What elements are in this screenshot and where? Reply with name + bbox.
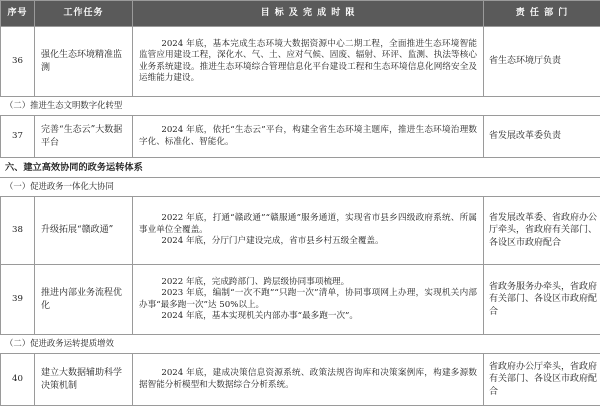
goal-paragraph: 2024 年底，建成决策信息资源系统、政策法规咨询库和决策案例库，构建多源数据智能分析模型和大数据综合分析系统。: [139, 368, 477, 390]
header-dept: 责 任 部 门: [484, 1, 600, 27]
goal-cell: [133, 27, 484, 97]
table-row: [1, 197, 600, 265]
header-num: 序号: [1, 1, 35, 27]
task-name: 强化生态环境精准监测: [35, 27, 133, 97]
department: 省发展改革委、省政府办公厅牵头，省政府有关部门、各设区市政府配合: [484, 197, 600, 265]
section-row: [1, 158, 600, 178]
subsection-heading: （一）促进政务一体化大协同: [1, 178, 600, 197]
goal-paragraph: 2024 年底，分厅门户建设完成，省市县乡村五级全覆盖。: [161, 236, 384, 247]
row-number: 40: [1, 354, 35, 406]
goal-paragraph: 2023 年底，编制“一次不跑”“只跑一次”清单，协同事项网上办理，实现机关内部办事“最多跑一次”达 50%以上。: [139, 288, 477, 310]
goal-cell: [133, 354, 484, 406]
table-row: [1, 116, 600, 158]
goal-cell: [133, 197, 484, 265]
task-name: 完善“生态云”大数据平台: [35, 116, 133, 158]
task-name: 升级拓展“赣政通”: [35, 197, 133, 265]
subsection-heading: （二）促进政务运转提质增效: [1, 335, 600, 354]
goal-cell: [133, 265, 484, 335]
department: 省政府办公厅牵头，省政府有关部门、各设区市政府配合: [484, 354, 600, 406]
goal-paragraph: 2024 年底，基本完成生态环境大数据资源中心二期工程，全面推进生态环境智能监管应用建设工程，深化水、气、土、应对气候、固废、辐射、环评、监测、执法等核心业务系统建设。推进生态环境综合管理信息化平台建设工程和生态环境信息化网络安全及运维能力建设。: [139, 38, 477, 83]
section-heading: 六、建立高效协同的政务运转体系: [1, 158, 600, 178]
row-number: 39: [1, 265, 35, 335]
row-number: 36: [1, 27, 35, 97]
table-row: [1, 27, 600, 97]
table-row: [1, 265, 600, 335]
subsection-row: [1, 178, 600, 197]
goal-paragraph: 2024 年底，基本实现机关内部办事“最多跑一次”。: [161, 311, 359, 321]
header-row: [1, 1, 600, 27]
subsection-heading: （二）推进生态文明数字化转型: [1, 97, 600, 116]
task-name: 推进内部业务流程优化: [35, 265, 133, 335]
goal-cell: [133, 116, 484, 158]
department: 省发展改革委负责: [484, 116, 600, 158]
goal-paragraph: 2024 年底，依托“生态云”平台，构建全省生态环境主题库，推进生态环境治理数字化、标准化、智能化。: [139, 125, 477, 147]
goal-paragraph: 2022 年底，打通“赣政通”“赣服通”服务通道，实现省市县乡四级政府系统、所属事业单位全覆盖。: [139, 213, 477, 235]
header-task: 工作任务: [35, 1, 133, 27]
goal-paragraph: 2022 年底，完成跨部门、跨层级协同事项梳理。: [161, 276, 350, 287]
department: 省生态环境厅负责: [484, 27, 600, 97]
subsection-row: [1, 335, 600, 354]
subsection-row: [1, 97, 600, 116]
task-name: 建立大数据辅助科学决策机制: [35, 354, 133, 406]
table-row: [1, 354, 600, 406]
header-goal: 目 标 及 完 成 时 限: [133, 1, 484, 27]
row-number: 37: [1, 116, 35, 158]
row-number: 38: [1, 197, 35, 265]
department: 省政务服务办牵头，省政府有关部门、各设区市政府配合: [484, 265, 600, 335]
